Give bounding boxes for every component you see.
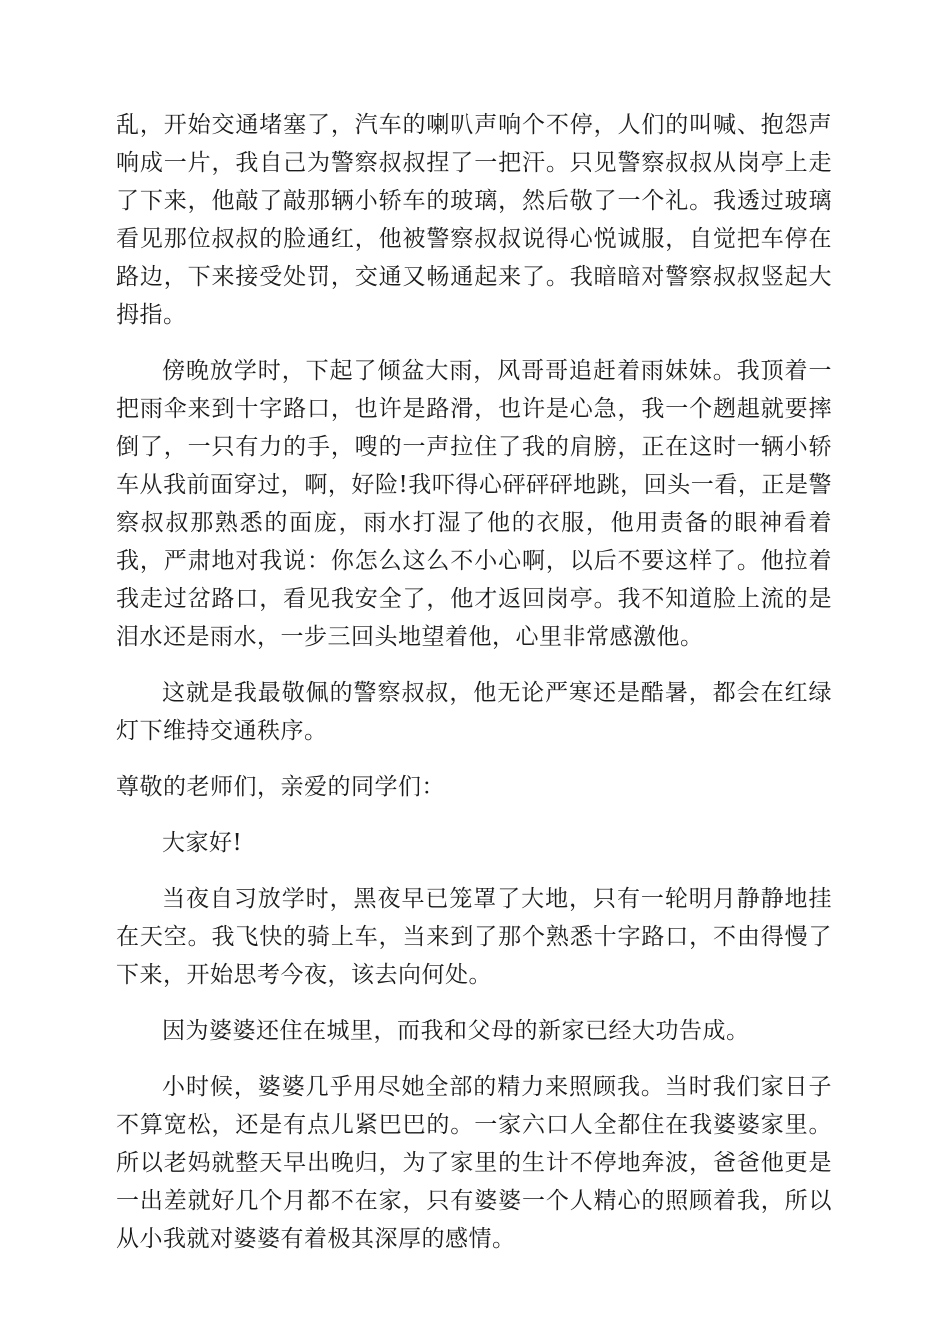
paragraph-6: 当夜自习放学时，黑夜早已笼罩了大地，只有一轮明月静静地挂在天空。我飞快的骑上车，当来到了那个熟悉十字路口，不由得慢了下来，开始思考今夜，该去向何处。	[116, 886, 832, 988]
greeting: 大家好!	[162, 830, 243, 856]
document-body	[116, 106, 832, 1276]
paragraph-8: 小时候，婆婆几乎用尽她全部的精力来照顾我。当时我们家日子不算宽松，还是有点儿紧巴巴的。一家六口人全都住在我婆婆家里。所以老妈就整天早出晚归，为了家里的生计不停地奔波，爸爸他更是一出差就好几个月都不在家，只有婆婆一个人精心的照顾着我，所以从小我就对婆婆有着极其深厚的感情。	[116, 1074, 832, 1252]
paragraph-3: 这就是我最敬佩的警察叔叔，他无论严寒还是酷暑，都会在红绿灯下维持交通秩序。	[116, 680, 832, 744]
paragraph-1: 乱，开始交通堵塞了，汽车的喇叭声响个不停，人们的叫喊、抱怨声响成一片，我自己为警察叔叔捏了一把汗。只见警察叔叔从岗亭上走了下来，他敲了敲那辆小轿车的玻璃，然后敬了一个礼。我透过玻璃看见那位叔叔的脸通红，他被警察叔叔说得心悦诚服，自觉把车停在路边，下来接受处罚，交通又畅通起来了。我暗暗对警察叔叔竖起大拇指。	[116, 112, 832, 328]
paragraph-7: 因为婆婆还住在城里，而我和父母的新家已经大功告成。	[162, 1018, 750, 1044]
paragraph-2: 傍晚放学时，下起了倾盆大雨，风哥哥追赶着雨妹妹。我顶着一把雨伞来到十字路口，也许是路滑，也许是心急，我一个趔趄就要摔倒了，一只有力的手，嗖的一声拉住了我的肩膀，正在这时一辆小轿车从我前面穿过，啊，好险!我吓得心砰砰砰地跳，回头一看，正是警察叔叔那熟悉的面庞，雨水打湿了他的衣服，他用责备的眼神看着我，严肃地对我说：你怎么这么不小心啊，以后不要这样了。他拉着我走过岔路口，看见我安全了，他才返回岗亭。我不知道脸上流的是泪水还是雨水，一步三回头地望着他，心里非常感激他。	[116, 358, 832, 650]
salutation: 尊敬的老师们，亲爱的同学们：	[116, 774, 445, 800]
